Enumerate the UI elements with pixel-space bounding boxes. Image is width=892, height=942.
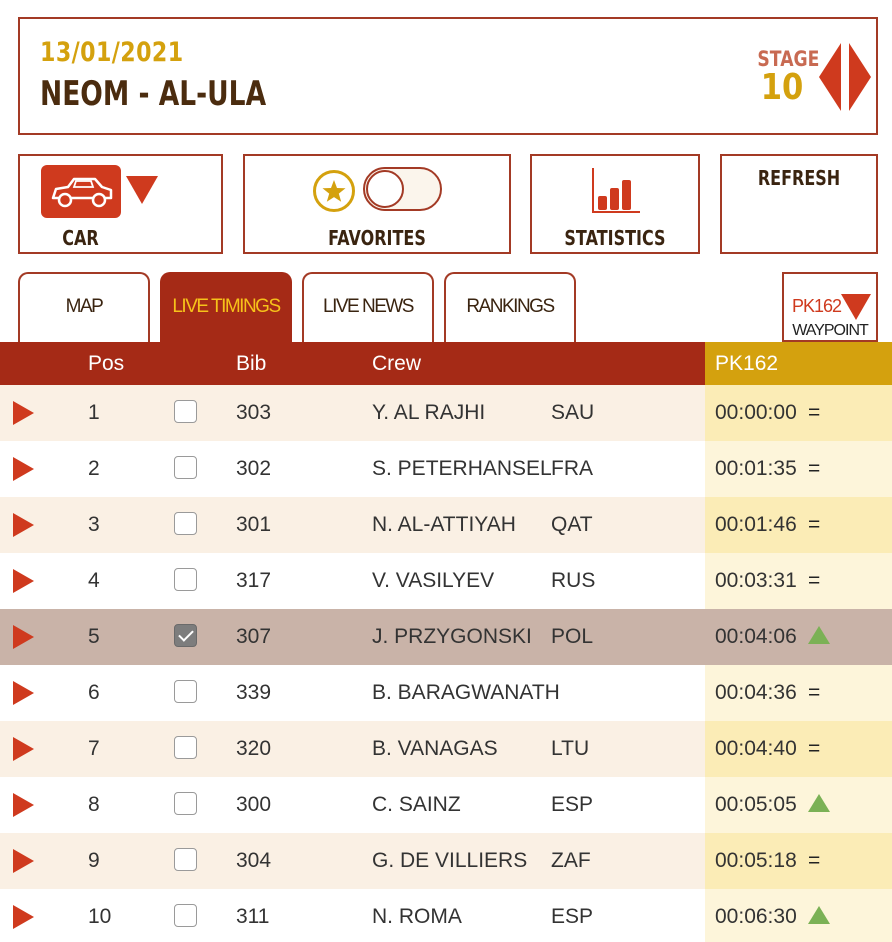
header-pos: Pos — [88, 352, 125, 375]
favorites-toggle[interactable] — [243, 154, 511, 254]
row-nationality: RUS — [551, 569, 596, 592]
row-crew[interactable]: N. AL-ATTIYAH — [372, 513, 516, 536]
trend-equal: = — [808, 569, 821, 592]
row-crew[interactable]: C. SAINZ — [372, 793, 461, 816]
favorites-label: FAVORITES — [328, 226, 426, 250]
row-bib: 311 — [236, 905, 270, 928]
row-nationality: SAU — [551, 401, 595, 424]
row-crew[interactable]: B. BARAGWANATH — [372, 681, 560, 704]
row-bib: 317 — [236, 569, 272, 592]
tab-label: MAP — [65, 296, 103, 317]
row-bib: 300 — [236, 793, 272, 816]
row-nationality: POL — [551, 625, 594, 648]
category-selector[interactable] — [18, 154, 223, 254]
play-icon[interactable] — [13, 905, 34, 929]
row-pos: 8 — [88, 793, 100, 816]
row-bib: 304 — [236, 849, 272, 872]
favorite-checkbox[interactable] — [174, 680, 197, 703]
refresh-label: REFRESH — [757, 166, 841, 190]
favorite-checkbox[interactable] — [174, 848, 197, 871]
row-time: 00:05:18 — [715, 849, 797, 872]
waypoint-value: PK162 — [792, 296, 842, 316]
timings-table-header — [0, 342, 892, 385]
table-row[interactable] — [0, 665, 892, 721]
star-icon — [313, 170, 355, 212]
row-pos: 1 — [88, 401, 100, 424]
tab-label: LIVE NEWS — [323, 296, 413, 317]
row-pos: 2 — [88, 457, 100, 480]
header-pk: PK162 — [715, 352, 779, 375]
row-bib: 320 — [236, 737, 272, 760]
switch-knob — [366, 170, 404, 208]
chevron-down-icon — [841, 294, 871, 320]
play-icon[interactable] — [13, 737, 34, 761]
play-icon[interactable] — [13, 625, 34, 649]
row-time: 00:06:30 — [715, 905, 797, 928]
stage-next-icon[interactable] — [849, 43, 871, 111]
row-crew[interactable]: N. ROMA — [372, 905, 462, 928]
row-bib: 303 — [236, 401, 272, 424]
row-time: 00:04:40 — [715, 737, 797, 760]
row-nationality: LTU — [551, 737, 590, 760]
play-icon[interactable] — [13, 401, 34, 425]
stage-route: NEOM - AL-ULA — [40, 74, 267, 114]
row-nationality: QAT — [551, 513, 593, 536]
row-crew[interactable]: B. VANAGAS — [372, 737, 498, 760]
row-time: 00:05:05 — [715, 793, 797, 816]
table-row[interactable] — [0, 609, 892, 665]
row-time: 00:01:35 — [715, 457, 797, 480]
row-pos: 3 — [88, 513, 100, 536]
stage-header — [18, 17, 878, 135]
row-time: 00:04:36 — [715, 681, 797, 704]
play-icon[interactable] — [13, 849, 34, 873]
car-icon — [41, 165, 121, 218]
stage-label: STAGE — [757, 47, 820, 71]
row-pos: 6 — [88, 681, 100, 704]
up-triangle-icon — [808, 794, 830, 812]
row-nationality: ESP — [551, 905, 594, 928]
up-triangle-icon — [808, 626, 830, 644]
row-nationality: ESP — [551, 793, 594, 816]
play-icon[interactable] — [13, 457, 34, 481]
table-row[interactable] — [0, 385, 892, 441]
header-crew: Crew — [372, 352, 422, 375]
favorite-checkbox[interactable] — [174, 736, 197, 759]
play-icon[interactable] — [13, 793, 34, 817]
favorites-switch[interactable] — [363, 167, 442, 211]
favorite-checkbox[interactable] — [174, 624, 197, 647]
statistics-label: STATISTICS — [564, 226, 666, 250]
favorite-checkbox[interactable] — [174, 456, 197, 479]
row-bib: 301 — [236, 513, 272, 536]
row-nationality: FRA — [551, 457, 593, 480]
statistics-button[interactable] — [530, 154, 700, 254]
favorite-checkbox[interactable] — [174, 512, 197, 535]
header-bib: Bib — [236, 352, 267, 375]
row-bib: 307 — [236, 625, 272, 648]
table-row[interactable] — [0, 497, 892, 553]
trend-equal: = — [808, 457, 821, 480]
chevron-down-icon[interactable] — [126, 176, 158, 204]
play-icon[interactable] — [13, 513, 34, 537]
trend-equal: = — [808, 737, 821, 760]
row-pos: 10 — [88, 905, 112, 928]
play-icon[interactable] — [13, 569, 34, 593]
row-crew[interactable]: S. PETERHANSEL — [372, 457, 552, 480]
bar-chart-icon — [590, 166, 642, 216]
tab-live-news[interactable] — [302, 272, 434, 344]
favorite-checkbox[interactable] — [174, 792, 197, 815]
favorite-checkbox[interactable] — [174, 568, 197, 591]
row-bib: 302 — [236, 457, 272, 480]
up-triangle-icon — [808, 906, 830, 924]
row-pos: 9 — [88, 849, 100, 872]
table-row[interactable] — [0, 889, 892, 942]
waypoint-selector[interactable] — [782, 272, 878, 342]
tab-label: LIVE TIMINGS — [172, 296, 280, 317]
row-pos: 4 — [88, 569, 100, 592]
stage-number: 10 — [760, 67, 804, 108]
row-nationality: ZAF — [551, 849, 591, 872]
favorite-checkbox[interactable] — [174, 400, 197, 423]
row-bib: 339 — [236, 681, 272, 704]
row-time: 00:03:31 — [715, 569, 797, 592]
category-label: CAR — [62, 226, 99, 250]
favorite-checkbox[interactable] — [174, 904, 197, 927]
table-row[interactable] — [0, 721, 892, 777]
tab-rankings[interactable] — [444, 272, 576, 344]
stage-prev-icon[interactable] — [819, 43, 841, 111]
trend-equal: = — [808, 681, 821, 704]
row-crew[interactable]: Y. AL RAJHI — [372, 401, 486, 424]
trend-equal: = — [808, 849, 821, 872]
row-crew[interactable]: J. PRZYGONSKI — [372, 625, 532, 648]
row-time: 00:00:00 — [715, 401, 797, 424]
table-row[interactable] — [0, 553, 892, 609]
trend-equal: = — [808, 401, 821, 424]
table-row[interactable] — [0, 833, 892, 889]
waypoint-label: WAYPOINT — [792, 322, 868, 339]
row-time: 00:01:46 — [715, 513, 797, 536]
play-icon[interactable] — [13, 681, 34, 705]
trend-equal: = — [808, 513, 821, 536]
stage-date: 13/01/2021 — [40, 37, 184, 68]
row-crew[interactable]: G. DE VILLIERS — [372, 849, 528, 872]
row-time: 00:04:06 — [715, 625, 797, 648]
tab-label: RANKINGS — [466, 296, 554, 317]
table-row[interactable] — [0, 441, 892, 497]
refresh-button[interactable] — [720, 154, 878, 254]
table-row[interactable] — [0, 777, 892, 833]
row-pos: 5 — [88, 625, 100, 648]
row-crew[interactable]: V. VASILYEV — [372, 569, 495, 592]
tab-map[interactable] — [18, 272, 150, 344]
tab-live-timings[interactable] — [160, 272, 292, 344]
row-pos: 7 — [88, 737, 100, 760]
